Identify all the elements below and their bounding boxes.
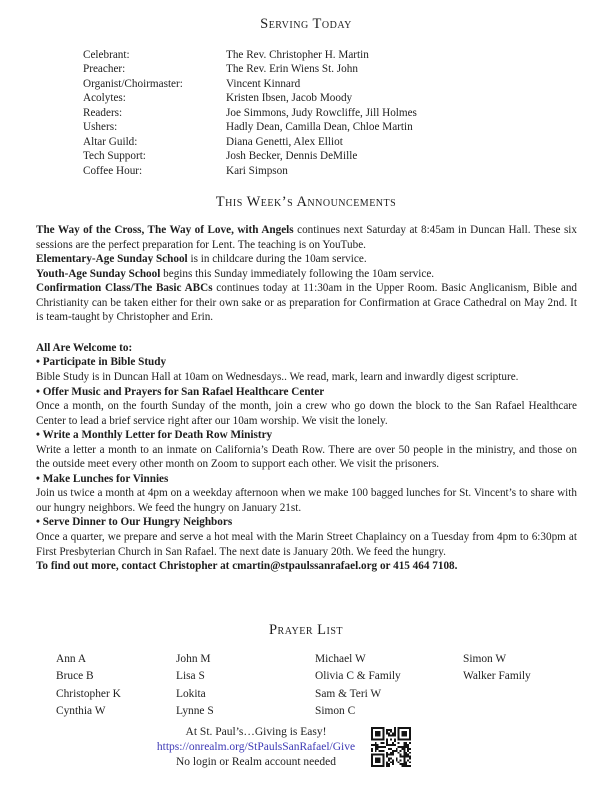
welcome-item-body: Bible Study is in Duncan Hall at 10am on Wednesdays.. We read, mark, learn and inwardly digest scripture. <box>36 371 519 383</box>
serving-names: The Rev. Christopher H. Martin <box>226 49 369 61</box>
serving-row <box>83 62 612 76</box>
serving-names: Diana Genetti, Alex Elliot <box>226 135 343 148</box>
prayer-name: Walker Family <box>463 670 531 683</box>
serving-row <box>83 48 612 62</box>
welcome-item-title: • Serve Dinner to Our Hungry Neighbors <box>36 516 233 529</box>
serving-names: Joe Simmons, Judy Rowcliffe, Jill Holmes <box>226 106 417 119</box>
serving-today-heading: Serving Today <box>260 16 352 32</box>
serving-names: Hadly Dean, Camilla Dean, Chloe Martin <box>226 121 413 134</box>
welcome-intro: All Are Welcome to: <box>36 341 133 354</box>
serving-list <box>83 48 612 178</box>
prayer-name: Michael W <box>315 652 366 665</box>
qr-code-icon <box>371 727 411 767</box>
announcement-lead: Elementary-Age Sunday School <box>36 253 188 266</box>
prayer-column <box>315 651 463 721</box>
prayer-name: Bruce B <box>56 670 94 683</box>
announcements-heading: This Week’s Announcements <box>215 194 397 211</box>
welcome-item-title: • Write a Monthly Letter for Death Row Ministry <box>36 429 273 442</box>
announcement-text: begins this Sunday immediately following the 10am service. <box>160 267 435 280</box>
welcome-item-body: Once a month, on the fourth Sunday of the month, join a crew who go down the block to the San Rafael Healthcare Center to lead a brief service right after our 10am worship. We visit the lonely. <box>36 400 577 427</box>
serving-names: Vincent Kinnard <box>226 77 301 90</box>
serving-names: Kari Simpson <box>226 164 288 177</box>
welcome-item-body: Write a letter a month to an inmate on California’s Death Row. There are over 50 people in the ministry, and those on the outside meet every other month on Zoom to support each other. We visit the prisoners. <box>36 443 577 471</box>
giving-text-block <box>157 725 355 771</box>
welcome-item-body: Once a quarter, we prepare and serve a hot meal with the Marin Street Chaplaincy on a Tuesday from 4pm to 6:30pm at First Presbyterian Church in San Rafael. The next date is January 20th. We feed the hungry. <box>36 531 577 558</box>
serving-role: Ushers: <box>83 121 118 134</box>
serving-row <box>83 106 612 120</box>
prayer-name: John M <box>176 652 211 665</box>
serving-role: Acolytes: <box>83 92 126 105</box>
announcement-lead: Confirmation Class/The Basic ABCs <box>36 282 213 295</box>
giving-footer <box>0 725 590 771</box>
welcome-item-title: • Participate in Bible Study <box>36 356 167 369</box>
announcements-list <box>36 223 577 325</box>
announcement-item <box>36 223 577 252</box>
announcement-lead: Youth-Age Sunday School <box>36 267 161 280</box>
announcement-item <box>36 252 577 267</box>
prayer-name: Olivia C & Family <box>315 670 401 683</box>
prayer-name: Simon W <box>463 652 507 665</box>
announcement-item <box>36 281 577 325</box>
prayer-name: Cynthia W <box>56 705 106 718</box>
announcement-text: is in childcare during the 10am service. <box>187 253 367 266</box>
welcome-item-title: • Make Lunches for Vinnies <box>36 472 169 485</box>
giving-tagline: At St. Paul’s…Giving is Easy! <box>185 725 327 738</box>
serving-row <box>83 120 612 134</box>
serving-role: Celebrant: <box>83 49 130 61</box>
serving-names: Josh Becker, Dennis DeMille <box>226 150 358 163</box>
serving-names: Kristen Ibsen, Jacob Moody <box>226 92 353 105</box>
serving-role: Coffee Hour: <box>83 164 143 177</box>
serving-role: Organist/Choirmaster: <box>83 77 183 90</box>
giving-note: No login or Realm account needed <box>175 756 336 769</box>
serving-row <box>83 91 612 105</box>
giving-link[interactable]: https://onrealm.org/StPaulsSanRafael/Give <box>156 740 356 753</box>
welcome-item-title: • Offer Music and Prayers for San Rafael Healthcare Center <box>36 385 325 398</box>
prayer-list-heading: Prayer List <box>268 621 344 638</box>
prayer-name: Sam & Teri W <box>315 687 382 700</box>
serving-row <box>83 149 612 163</box>
serving-role: Preacher: <box>83 63 126 76</box>
announcement-item <box>36 267 577 282</box>
welcome-item-body: Join us twice a month at 4pm on a weekday afternoon when we make 100 bagged lunches for St. Vincent’s to share with our hungry neighbors. We feed the hungry on January 21st. <box>36 487 577 514</box>
prayer-name: Lynne S <box>176 705 214 718</box>
prayer-column <box>463 651 612 721</box>
prayer-column <box>176 651 315 721</box>
serving-row <box>83 164 612 178</box>
prayer-name: Lokita <box>176 687 206 700</box>
serving-role: Readers: <box>83 106 123 119</box>
announcement-lead: The Way of the Cross, The Way of Love, with Angels <box>36 224 294 237</box>
serving-row <box>83 135 612 149</box>
prayer-name: Ann A <box>56 652 87 665</box>
prayer-name: Simon C <box>315 705 356 718</box>
serving-role: Altar Guild: <box>83 135 138 148</box>
announcement-text: continues next Saturday at 8:45am in Duncan Hall. These six sessions are the perfect preparation for Lent. The teaching is on YouTube. <box>36 224 578 251</box>
welcome-outro: To find out more, contact Christopher at cmartin@stpaulssanrafael.org or 415 464 7108. <box>36 560 458 573</box>
serving-names: The Rev. Erin Wiens St. John <box>226 63 358 76</box>
prayer-name: Christopher K <box>56 687 121 700</box>
prayer-column <box>56 651 176 721</box>
serving-row <box>83 77 612 91</box>
welcome-section <box>36 341 577 574</box>
prayer-list <box>56 651 612 721</box>
prayer-name: Lisa S <box>176 670 205 683</box>
serving-role: Tech Support: <box>83 150 146 163</box>
announcement-text: continues today at 11:30am in the Upper Room. Basic Anglicanism, Bible and Christianity can be taken either for their own sake or as preparation for Confirmation at Grace Cathedral on May 2nd. It is team-taught by Christopher and Erin. <box>36 282 578 324</box>
